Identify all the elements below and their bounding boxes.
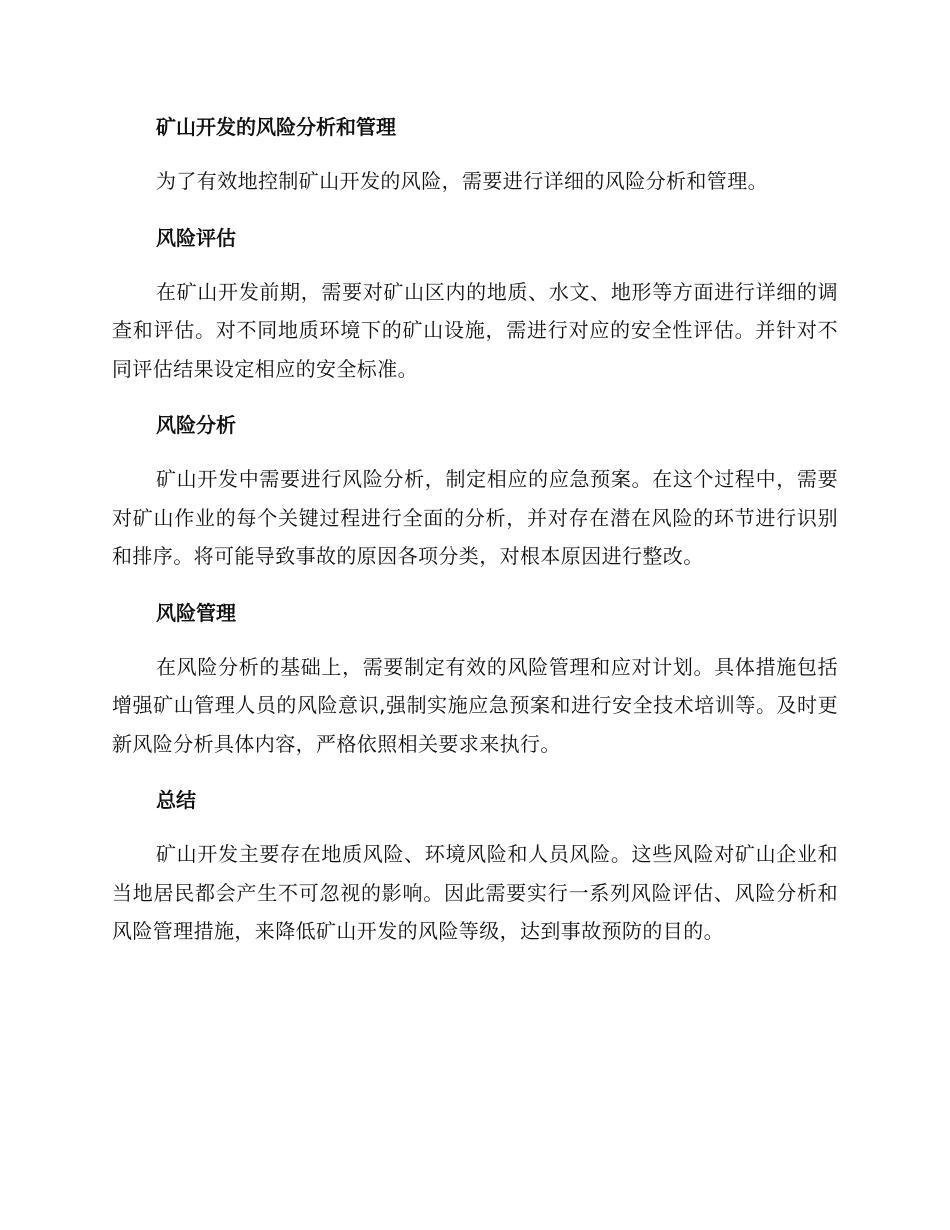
spacer	[112, 257, 838, 273]
spacer	[112, 632, 838, 648]
spacer	[112, 201, 838, 219]
spacer	[112, 763, 838, 781]
section-body-risk-assessment: 在矿山开发前期，需要对矿山区内的地质、水文、地形等方面进行详细的调查和评估。对不同地质环境下的矿山设施，需进行对应的安全性评估。并针对不同评估结果设定相应的安全标准。	[112, 279, 838, 381]
spacer	[112, 819, 838, 835]
section-heading-summary: 总结	[156, 788, 196, 812]
section-body-summary: 矿山开发主要存在地质风险、环境风险和人员风险。这些风险对矿山企业和当地居民都会产生不可忽视的影响。因此需要实行一系列风险评估、风险分析和风险管理措施，来降低矿山开发的风险等级，达到事故预防的目的。	[112, 842, 838, 943]
intro-paragraph: 为了有效地控制矿山开发的风险，需要进行详细的风险分析和管理。	[156, 169, 768, 193]
section-body-risk-analysis: 矿山开发中需要进行风险分析，制定相应的应急预案。在这个过程中，需要对矿山作业的每个关键过程进行全面的分析，并对存在潜在风险的环节进行识别和排序。将可能导致事故的原因各项分类，对根本原因进行整改。	[112, 467, 838, 568]
section-heading-risk-analysis: 风险分析	[156, 413, 236, 437]
document-content	[112, 108, 838, 951]
spacer	[112, 388, 838, 406]
section-body-risk-management: 在风险分析的基础上，需要制定有效的风险管理和应对计划。具体措施包括增强矿山管理人员的风险意识,强制实施应急预案和进行安全技术培训等。及时更新风险分析具体内容，严格依照相关要求来执行。	[112, 654, 838, 756]
spacer	[112, 146, 838, 162]
document-title: 矿山开发的风险分析和管理	[156, 115, 396, 139]
section-heading-risk-management: 风险管理	[156, 600, 236, 625]
spacer	[112, 576, 838, 594]
section-heading-risk-assessment: 风险评估	[156, 225, 236, 250]
spacer	[112, 444, 838, 460]
